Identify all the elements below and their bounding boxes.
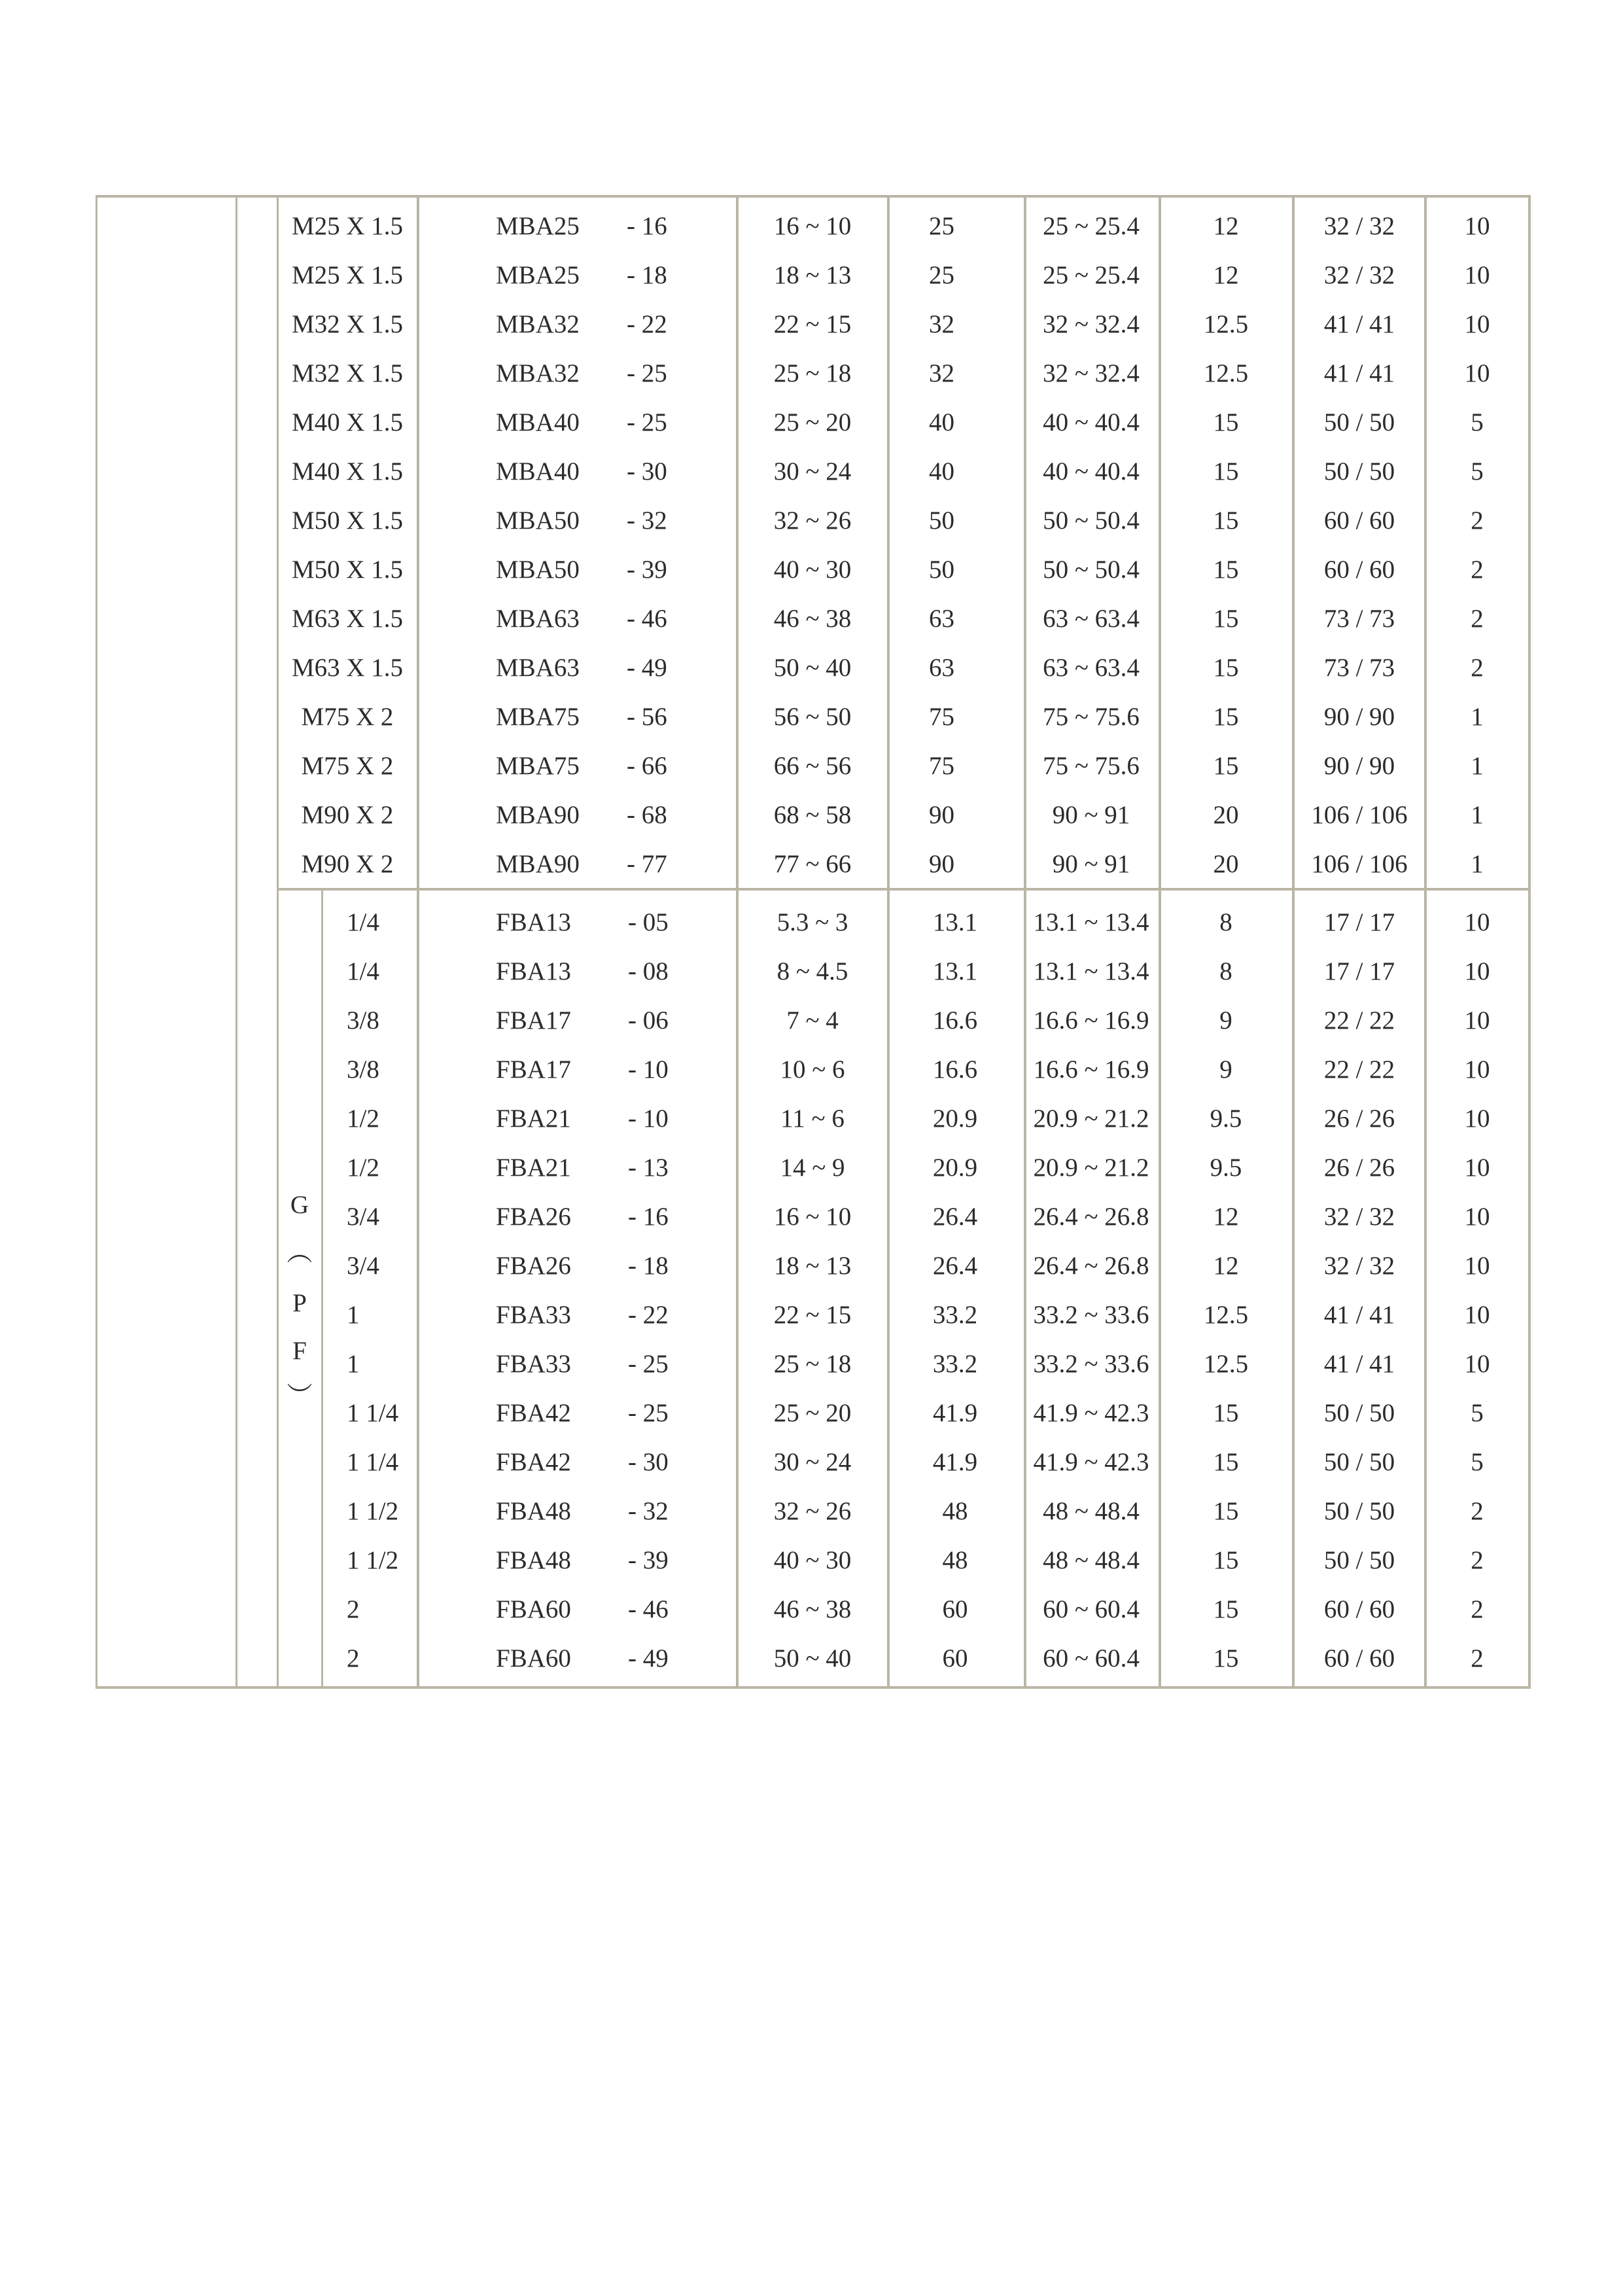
bore-range-cell: 26.4 ~ 26.8 bbox=[1033, 1252, 1149, 1280]
table-bottom-border bbox=[96, 1686, 1528, 1689]
thread-size-cell: 1 1/2 bbox=[347, 1546, 399, 1574]
bore-range-cell: 50 ~ 50.4 bbox=[1043, 556, 1140, 584]
thread-size-cell: 3/8 bbox=[347, 1006, 379, 1034]
length-cell: 15 bbox=[1213, 556, 1239, 584]
length-cell: 15 bbox=[1213, 1546, 1239, 1574]
hex-size-cell: 50 / 50 bbox=[1323, 1497, 1395, 1525]
code-cell: - 22 bbox=[627, 310, 667, 338]
length-cell: 15 bbox=[1213, 506, 1239, 535]
model-cell: FBA17 bbox=[496, 1055, 571, 1084]
table-top-border bbox=[96, 195, 1528, 198]
bore-range-cell: 60 ~ 60.4 bbox=[1043, 1644, 1140, 1672]
diameter-cell: 16.6 bbox=[932, 1055, 978, 1084]
hose-range-cell: 77 ~ 66 bbox=[773, 850, 852, 878]
bore-range-cell: 32 ~ 32.4 bbox=[1043, 359, 1140, 387]
diameter-cell: 33.2 bbox=[932, 1350, 978, 1378]
quantity-cell: 10 bbox=[1464, 1104, 1490, 1133]
thread-size-cell: 3/4 bbox=[347, 1203, 379, 1231]
bore-range-cell: 40 ~ 40.4 bbox=[1043, 457, 1140, 486]
bore-range-cell: 48 ~ 48.4 bbox=[1043, 1497, 1140, 1525]
diameter-cell: 26.4 bbox=[932, 1252, 978, 1280]
hose-range-cell: 40 ~ 30 bbox=[773, 1546, 852, 1574]
diameter-cell: 63 bbox=[929, 605, 954, 633]
model-cell: MBA75 bbox=[496, 703, 580, 731]
code-cell: - 46 bbox=[627, 605, 667, 633]
diameter-cell: 60 bbox=[942, 1644, 968, 1672]
code-cell: - 39 bbox=[628, 1546, 669, 1574]
hose-range-cell: 32 ~ 26 bbox=[773, 1497, 852, 1525]
thread-size-cell: M40 X 1.5 bbox=[291, 457, 404, 486]
code-cell: - 56 bbox=[627, 703, 667, 731]
diameter-cell: 41.9 bbox=[932, 1399, 978, 1427]
code-cell: - 39 bbox=[627, 556, 667, 584]
length-cell: 20 bbox=[1213, 801, 1239, 829]
model-cell: MBA75 bbox=[496, 752, 580, 780]
code-cell: - 25 bbox=[628, 1399, 669, 1427]
column-rule bbox=[321, 888, 323, 1686]
bore-range-cell: 41.9 ~ 42.3 bbox=[1033, 1399, 1149, 1427]
diameter-cell: 63 bbox=[929, 654, 954, 682]
hose-range-cell: 18 ~ 13 bbox=[773, 1252, 852, 1280]
length-cell: 9 bbox=[1219, 1006, 1232, 1034]
quantity-cell: 10 bbox=[1464, 908, 1490, 936]
model-cell: FBA33 bbox=[496, 1350, 571, 1378]
length-cell: 8 bbox=[1219, 908, 1232, 936]
diameter-cell: 32 bbox=[929, 310, 954, 338]
model-cell: MBA50 bbox=[496, 556, 580, 584]
length-cell: 12 bbox=[1213, 1203, 1239, 1231]
model-cell: MBA63 bbox=[496, 654, 580, 682]
diameter-cell: 50 bbox=[929, 556, 954, 584]
bore-range-cell: 33.2 ~ 33.6 bbox=[1033, 1301, 1149, 1329]
thread-size-cell: M50 X 1.5 bbox=[291, 556, 404, 584]
model-cell: MBA63 bbox=[496, 605, 580, 633]
hose-range-cell: 5.3 ~ 3 bbox=[777, 908, 848, 936]
hex-size-cell: 32 / 32 bbox=[1323, 212, 1395, 240]
hose-range-cell: 8 ~ 4.5 bbox=[777, 957, 848, 985]
thread-size-cell: M90 X 2 bbox=[301, 801, 394, 829]
bore-range-cell: 16.6 ~ 16.9 bbox=[1033, 1006, 1149, 1034]
hose-range-cell: 46 ~ 38 bbox=[773, 605, 852, 633]
model-cell: FBA21 bbox=[496, 1104, 571, 1133]
model-cell: FBA42 bbox=[496, 1399, 571, 1427]
hose-range-cell: 18 ~ 13 bbox=[773, 261, 852, 289]
bore-range-cell: 20.9 ~ 21.2 bbox=[1033, 1154, 1149, 1182]
thread-size-cell: 1/4 bbox=[347, 957, 379, 985]
model-cell: MBA32 bbox=[496, 310, 580, 338]
quantity-cell: 10 bbox=[1464, 1055, 1490, 1084]
quantity-cell: 10 bbox=[1464, 1252, 1490, 1280]
diameter-cell: 41.9 bbox=[932, 1448, 978, 1476]
thread-size-cell: M63 X 1.5 bbox=[291, 654, 404, 682]
thread-size-cell: M90 X 2 bbox=[301, 850, 394, 878]
table-right-border bbox=[1528, 195, 1531, 1689]
code-cell: - 16 bbox=[628, 1203, 669, 1231]
diameter-cell: 26.4 bbox=[932, 1203, 978, 1231]
hose-range-cell: 7 ~ 4 bbox=[786, 1006, 839, 1034]
diameter-cell: 40 bbox=[929, 408, 954, 436]
bore-range-cell: 48 ~ 48.4 bbox=[1043, 1546, 1140, 1574]
hose-range-cell: 56 ~ 50 bbox=[773, 703, 852, 731]
length-cell: 15 bbox=[1213, 408, 1239, 436]
hex-size-cell: 60 / 60 bbox=[1323, 556, 1395, 584]
code-cell: - 77 bbox=[627, 850, 667, 878]
hex-size-cell: 73 / 73 bbox=[1323, 654, 1395, 682]
bore-range-cell: 75 ~ 75.6 bbox=[1043, 752, 1140, 780]
thread-standard-label: F bbox=[292, 1337, 307, 1365]
section-divider bbox=[277, 888, 1528, 891]
model-cell: FBA60 bbox=[496, 1644, 571, 1672]
thread-size-cell: 1/2 bbox=[347, 1104, 379, 1133]
quantity-cell: 10 bbox=[1464, 1350, 1490, 1378]
hex-size-cell: 17 / 17 bbox=[1323, 908, 1395, 936]
code-cell: - 18 bbox=[627, 261, 667, 289]
quantity-cell: 1 bbox=[1471, 703, 1484, 731]
bore-range-cell: 25 ~ 25.4 bbox=[1043, 261, 1140, 289]
model-cell: MBA32 bbox=[496, 359, 580, 387]
model-cell: FBA13 bbox=[496, 957, 571, 985]
hose-range-cell: 10 ~ 6 bbox=[780, 1055, 845, 1084]
quantity-cell: 10 bbox=[1464, 1154, 1490, 1182]
quantity-cell: 1 bbox=[1471, 752, 1484, 780]
quantity-cell: 5 bbox=[1471, 1399, 1484, 1427]
diameter-cell: 90 bbox=[929, 850, 954, 878]
quantity-cell: 5 bbox=[1471, 408, 1484, 436]
diameter-cell: 90 bbox=[929, 801, 954, 829]
bore-range-cell: 33.2 ~ 33.6 bbox=[1033, 1350, 1149, 1378]
hex-size-cell: 41 / 41 bbox=[1323, 310, 1395, 338]
length-cell: 8 bbox=[1219, 957, 1232, 985]
diameter-cell: 75 bbox=[929, 752, 954, 780]
hex-size-cell: 32 / 32 bbox=[1323, 1203, 1395, 1231]
length-cell: 9 bbox=[1219, 1055, 1232, 1084]
thread-standard-label: G bbox=[290, 1191, 309, 1219]
quantity-cell: 2 bbox=[1471, 654, 1484, 682]
code-cell: - 06 bbox=[628, 1006, 669, 1034]
thread-size-cell: 1 bbox=[347, 1301, 360, 1329]
code-cell: - 10 bbox=[628, 1104, 669, 1133]
model-cell: FBA21 bbox=[496, 1154, 571, 1182]
model-cell: MBA25 bbox=[496, 261, 580, 289]
model-cell: FBA13 bbox=[496, 908, 571, 936]
code-cell: - 68 bbox=[627, 801, 667, 829]
thread-size-cell: M75 X 2 bbox=[301, 703, 394, 731]
length-cell: 12 bbox=[1213, 1252, 1239, 1280]
thread-size-cell: 1 1/4 bbox=[347, 1399, 399, 1427]
hex-size-cell: 90 / 90 bbox=[1323, 752, 1395, 780]
thread-standard-label: ︵ bbox=[287, 1239, 313, 1267]
model-cell: FBA48 bbox=[496, 1546, 571, 1574]
length-cell: 15 bbox=[1213, 752, 1239, 780]
bore-range-cell: 60 ~ 60.4 bbox=[1043, 1595, 1140, 1623]
bore-range-cell: 13.1 ~ 13.4 bbox=[1033, 957, 1149, 985]
diameter-cell: 20.9 bbox=[932, 1154, 978, 1182]
hose-range-cell: 32 ~ 26 bbox=[773, 506, 852, 535]
bore-range-cell: 63 ~ 63.4 bbox=[1043, 605, 1140, 633]
diameter-cell: 48 bbox=[942, 1497, 968, 1525]
model-cell: FBA26 bbox=[496, 1252, 571, 1280]
model-cell: MBA90 bbox=[496, 801, 580, 829]
hex-size-cell: 50 / 50 bbox=[1323, 408, 1395, 436]
code-cell: - 05 bbox=[628, 908, 669, 936]
code-cell: - 46 bbox=[628, 1595, 669, 1623]
hose-range-cell: 25 ~ 20 bbox=[773, 1399, 852, 1427]
code-cell: - 66 bbox=[627, 752, 667, 780]
thread-size-cell: 2 bbox=[347, 1644, 360, 1672]
thread-size-cell: M50 X 1.5 bbox=[291, 506, 404, 535]
quantity-cell: 2 bbox=[1471, 605, 1484, 633]
diameter-cell: 25 bbox=[929, 212, 954, 240]
hex-size-cell: 17 / 17 bbox=[1323, 957, 1395, 985]
quantity-cell: 10 bbox=[1464, 359, 1490, 387]
hose-range-cell: 50 ~ 40 bbox=[773, 1644, 852, 1672]
hex-size-cell: 50 / 50 bbox=[1323, 1399, 1395, 1427]
code-cell: - 08 bbox=[628, 957, 669, 985]
length-cell: 15 bbox=[1213, 703, 1239, 731]
hex-size-cell: 60 / 60 bbox=[1323, 1595, 1395, 1623]
diameter-cell: 48 bbox=[942, 1546, 968, 1574]
hex-size-cell: 90 / 90 bbox=[1323, 703, 1395, 731]
model-cell: FBA26 bbox=[496, 1203, 571, 1231]
length-cell: 20 bbox=[1213, 850, 1239, 878]
length-cell: 12 bbox=[1213, 261, 1239, 289]
hose-range-cell: 11 ~ 6 bbox=[780, 1104, 845, 1133]
code-cell: - 16 bbox=[627, 212, 667, 240]
quantity-cell: 2 bbox=[1471, 1644, 1484, 1672]
hose-range-cell: 50 ~ 40 bbox=[773, 654, 852, 682]
diameter-cell: 60 bbox=[942, 1595, 968, 1623]
length-cell: 12.5 bbox=[1203, 310, 1249, 338]
quantity-cell: 10 bbox=[1464, 1301, 1490, 1329]
hose-range-cell: 30 ~ 24 bbox=[773, 457, 852, 486]
code-cell: - 30 bbox=[628, 1448, 669, 1476]
column-rule bbox=[236, 195, 237, 1686]
diameter-cell: 75 bbox=[929, 703, 954, 731]
hose-range-cell: 25 ~ 18 bbox=[773, 359, 852, 387]
quantity-cell: 2 bbox=[1471, 556, 1484, 584]
quantity-cell: 10 bbox=[1464, 261, 1490, 289]
thread-size-cell: M25 X 1.5 bbox=[291, 261, 404, 289]
code-cell: - 25 bbox=[628, 1350, 669, 1378]
hex-size-cell: 50 / 50 bbox=[1323, 1546, 1395, 1574]
hose-range-cell: 46 ~ 38 bbox=[773, 1595, 852, 1623]
thread-size-cell: M32 X 1.5 bbox=[291, 359, 404, 387]
code-cell: - 30 bbox=[627, 457, 667, 486]
diameter-cell: 13.1 bbox=[932, 908, 978, 936]
hex-size-cell: 26 / 26 bbox=[1323, 1154, 1395, 1182]
thread-size-cell: 3/4 bbox=[347, 1252, 379, 1280]
thread-size-cell: 1 bbox=[347, 1350, 360, 1378]
quantity-cell: 10 bbox=[1464, 1006, 1490, 1034]
thread-size-cell: M63 X 1.5 bbox=[291, 605, 404, 633]
model-cell: MBA90 bbox=[496, 850, 580, 878]
hex-size-cell: 106 / 106 bbox=[1311, 850, 1408, 878]
hose-range-cell: 68 ~ 58 bbox=[773, 801, 852, 829]
thread-size-cell: 1 1/4 bbox=[347, 1448, 399, 1476]
hose-range-cell: 66 ~ 56 bbox=[773, 752, 852, 780]
model-cell: MBA50 bbox=[496, 506, 580, 535]
diameter-cell: 33.2 bbox=[932, 1301, 978, 1329]
quantity-cell: 10 bbox=[1464, 310, 1490, 338]
length-cell: 15 bbox=[1213, 1448, 1239, 1476]
thread-size-cell: M40 X 1.5 bbox=[291, 408, 404, 436]
length-cell: 12 bbox=[1213, 212, 1239, 240]
table-left-border bbox=[96, 195, 97, 1689]
model-cell: FBA33 bbox=[496, 1301, 571, 1329]
quantity-cell: 10 bbox=[1464, 212, 1490, 240]
diameter-cell: 40 bbox=[929, 457, 954, 486]
code-cell: - 49 bbox=[628, 1644, 669, 1672]
bore-range-cell: 25 ~ 25.4 bbox=[1043, 212, 1140, 240]
thread-standard-label: ︶ bbox=[287, 1383, 313, 1411]
thread-size-cell: M32 X 1.5 bbox=[291, 310, 404, 338]
bore-range-cell: 90 ~ 91 bbox=[1052, 801, 1130, 829]
quantity-cell: 1 bbox=[1471, 801, 1484, 829]
model-cell: FBA17 bbox=[496, 1006, 571, 1034]
quantity-cell: 2 bbox=[1471, 1497, 1484, 1525]
hose-range-cell: 40 ~ 30 bbox=[773, 556, 852, 584]
hex-size-cell: 22 / 22 bbox=[1323, 1006, 1395, 1034]
hose-range-cell: 30 ~ 24 bbox=[773, 1448, 852, 1476]
length-cell: 15 bbox=[1213, 1595, 1239, 1623]
length-cell: 15 bbox=[1213, 1497, 1239, 1525]
hex-size-cell: 50 / 50 bbox=[1323, 457, 1395, 486]
diameter-cell: 25 bbox=[929, 261, 954, 289]
hose-range-cell: 16 ~ 10 bbox=[773, 1203, 852, 1231]
hex-size-cell: 22 / 22 bbox=[1323, 1055, 1395, 1084]
length-cell: 12.5 bbox=[1203, 1350, 1249, 1378]
code-cell: - 25 bbox=[627, 359, 667, 387]
model-cell: FBA48 bbox=[496, 1497, 571, 1525]
model-cell: FBA42 bbox=[496, 1448, 571, 1476]
thread-size-cell: M25 X 1.5 bbox=[291, 212, 404, 240]
quantity-cell: 1 bbox=[1471, 850, 1484, 878]
code-cell: - 32 bbox=[628, 1497, 669, 1525]
quantity-cell: 10 bbox=[1464, 1203, 1490, 1231]
bore-range-cell: 50 ~ 50.4 bbox=[1043, 506, 1140, 535]
hex-size-cell: 73 / 73 bbox=[1323, 605, 1395, 633]
bore-range-cell: 13.1 ~ 13.4 bbox=[1033, 908, 1149, 936]
diameter-cell: 20.9 bbox=[932, 1104, 978, 1133]
bore-range-cell: 90 ~ 91 bbox=[1052, 850, 1130, 878]
hose-range-cell: 25 ~ 20 bbox=[773, 408, 852, 436]
hose-range-cell: 14 ~ 9 bbox=[780, 1154, 845, 1182]
code-cell: - 13 bbox=[628, 1154, 669, 1182]
diameter-cell: 16.6 bbox=[932, 1006, 978, 1034]
thread-size-cell: M75 X 2 bbox=[301, 752, 394, 780]
quantity-cell: 10 bbox=[1464, 957, 1490, 985]
code-cell: - 49 bbox=[627, 654, 667, 682]
model-cell: MBA40 bbox=[496, 457, 580, 486]
quantity-cell: 5 bbox=[1471, 1448, 1484, 1476]
quantity-cell: 2 bbox=[1471, 1595, 1484, 1623]
quantity-cell: 5 bbox=[1471, 457, 1484, 486]
code-cell: - 18 bbox=[628, 1252, 669, 1280]
model-cell: FBA60 bbox=[496, 1595, 571, 1623]
bore-range-cell: 41.9 ~ 42.3 bbox=[1033, 1448, 1149, 1476]
bore-range-cell: 63 ~ 63.4 bbox=[1043, 654, 1140, 682]
length-cell: 12.5 bbox=[1203, 359, 1249, 387]
code-cell: - 22 bbox=[628, 1301, 669, 1329]
diameter-cell: 50 bbox=[929, 506, 954, 535]
bore-range-cell: 16.6 ~ 16.9 bbox=[1033, 1055, 1149, 1084]
diameter-cell: 13.1 bbox=[932, 957, 978, 985]
quantity-cell: 2 bbox=[1471, 1546, 1484, 1574]
hex-size-cell: 50 / 50 bbox=[1323, 1448, 1395, 1476]
hose-range-cell: 16 ~ 10 bbox=[773, 212, 852, 240]
thread-size-cell: 1/4 bbox=[347, 908, 379, 936]
model-cell: MBA40 bbox=[496, 408, 580, 436]
length-cell: 15 bbox=[1213, 457, 1239, 486]
bore-range-cell: 75 ~ 75.6 bbox=[1043, 703, 1140, 731]
hex-size-cell: 41 / 41 bbox=[1323, 359, 1395, 387]
bore-range-cell: 40 ~ 40.4 bbox=[1043, 408, 1140, 436]
hex-size-cell: 26 / 26 bbox=[1323, 1104, 1395, 1133]
hex-size-cell: 41 / 41 bbox=[1323, 1301, 1395, 1329]
bore-range-cell: 26.4 ~ 26.8 bbox=[1033, 1203, 1149, 1231]
hex-size-cell: 32 / 32 bbox=[1323, 261, 1395, 289]
hose-range-cell: 25 ~ 18 bbox=[773, 1350, 852, 1378]
code-cell: - 25 bbox=[627, 408, 667, 436]
length-cell: 15 bbox=[1213, 605, 1239, 633]
thread-size-cell: 2 bbox=[347, 1595, 360, 1623]
hex-size-cell: 106 / 106 bbox=[1311, 801, 1408, 829]
length-cell: 9.5 bbox=[1210, 1104, 1242, 1133]
hex-size-cell: 60 / 60 bbox=[1323, 506, 1395, 535]
hex-size-cell: 32 / 32 bbox=[1323, 1252, 1395, 1280]
thread-standard-label: P bbox=[292, 1289, 307, 1317]
hose-range-cell: 22 ~ 15 bbox=[773, 1301, 852, 1329]
code-cell: - 32 bbox=[627, 506, 667, 535]
thread-size-cell: 1 1/2 bbox=[347, 1497, 399, 1525]
bore-range-cell: 20.9 ~ 21.2 bbox=[1033, 1104, 1149, 1133]
code-cell: - 10 bbox=[628, 1055, 669, 1084]
length-cell: 15 bbox=[1213, 1399, 1239, 1427]
column-rule bbox=[417, 195, 419, 1686]
length-cell: 15 bbox=[1213, 1644, 1239, 1672]
thread-size-cell: 3/8 bbox=[347, 1055, 379, 1084]
hose-range-cell: 22 ~ 15 bbox=[773, 310, 852, 338]
hex-size-cell: 41 / 41 bbox=[1323, 1350, 1395, 1378]
length-cell: 12.5 bbox=[1203, 1301, 1249, 1329]
model-cell: MBA25 bbox=[496, 212, 580, 240]
diameter-cell: 32 bbox=[929, 359, 954, 387]
hex-size-cell: 60 / 60 bbox=[1323, 1644, 1395, 1672]
length-cell: 9.5 bbox=[1210, 1154, 1242, 1182]
length-cell: 15 bbox=[1213, 654, 1239, 682]
column-rule bbox=[887, 195, 890, 1686]
thread-size-cell: 1/2 bbox=[347, 1154, 379, 1182]
quantity-cell: 2 bbox=[1471, 506, 1484, 535]
bore-range-cell: 32 ~ 32.4 bbox=[1043, 310, 1140, 338]
